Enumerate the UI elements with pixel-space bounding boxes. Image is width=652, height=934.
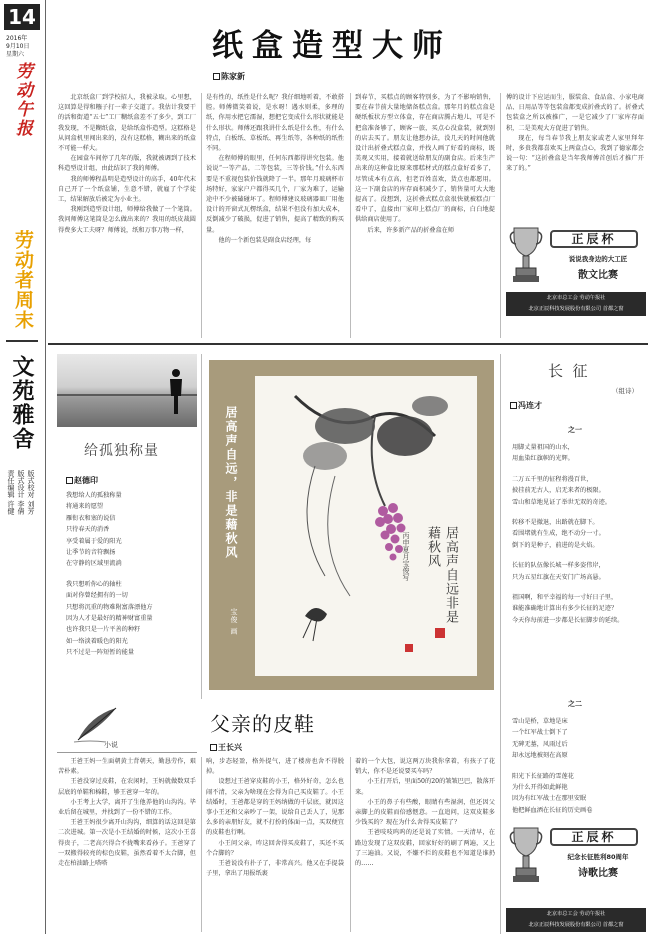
date-line-2: 9月10日 bbox=[6, 43, 30, 50]
masthead-rule bbox=[45, 0, 46, 934]
father-col-3: 着的一个大包，说这两万块我你拿着，有孩子了花销大，你不是还说要买车吗？ 小王打开后，里面50的20的皱皱巴巴，散落开来。 小王的鼻子有些酸，眼睛有些湿润，但还因父亲脚上的皮鞋而倍感惬意。一直追问，这双皮鞋多少钱买的？现在为什么舍得买皮鞋了？ 王爸吱吱呜呜的还是说了实情。一天清早，在路边发现了这双皮鞋，回家好好的刷了两遍，又上了三遍油。又说，不嫌不拦的皮鞋也不知道是谁扔的…… bbox=[355, 758, 495, 868]
longzheng-poem-2 bbox=[512, 716, 648, 816]
main-col-3: 到春节，买糕点的顾客特别多，为了不影响销售，要在春节前大量地储备糕点盒。那年月的糕点盒是硬纸板状方型立体盒，存在商店腾占地儿，可是不把盒准备够了，顾客一旅，买点心没盒装，就到别的店去买了。朋友让他想办法，没几天的时间他就设计出折叠式糕点盒，并找人画了好看的商标，既美观又实用，接着就送给朋友的副食店。后来生产出来的这种盒比原来那糕材式的糕点盒好看多了，尽管成本有点高，但老百姓喜欢，货点也都愿用。这一下副食店的库存面积减少了，销售量可大大地提高了。没想到，这折叠式糕点盒很快就被糕点厂看中了，直接由厂家印上糕点厂的商标，白白地提供给商店使用了。 后来，许多新产品的折叠盒在师 bbox=[355, 94, 495, 234]
page-number: 14 bbox=[4, 4, 40, 30]
col-rule bbox=[201, 354, 202, 699]
ad-top-line2: 散文比赛 bbox=[578, 270, 618, 281]
ad-bottom-cup-title: 正辰杯 bbox=[550, 828, 638, 846]
main-col-4: 傅的设计下应运而生，服装盒、食品盒、小家电商品、日用品等等包装盒都变成折叠式的了。折叠式包装盒之所以被推广，一是它减少了厂家库存面积，二是美观大方促进了销售。 现在，每当春节我上朋友家或老人家里拜年时，多贵我都喜欢买上两盒点心，我到了德家都会说一句：“这折叠盒是当年我师傅首创后才推广开来了的。” bbox=[506, 94, 644, 173]
painting-inscription-left: 丙申夏月宝俊写 bbox=[402, 532, 410, 581]
longzheng-section-1: 之一 bbox=[568, 425, 582, 434]
poem-line: 因为有红军战士在那里安眠 bbox=[512, 795, 587, 803]
poem-line bbox=[512, 551, 648, 560]
poem-line: 雁衔衣和塞的说信 bbox=[66, 514, 116, 522]
ad-bottom-band: 北京市总工会 劳动午报社 北京正辰科技发展股份有限公司 首都之窗 bbox=[506, 908, 646, 932]
poem-title: 给孤独称量 bbox=[84, 443, 159, 459]
editor: 许健 bbox=[7, 500, 15, 515]
poem-line: 我只想听你心的轴柱 bbox=[66, 580, 122, 588]
poem-line: 倒下的是种子，前进的是火焰。 bbox=[512, 541, 599, 549]
trophy-icon bbox=[508, 824, 544, 884]
poem-line: 谁能准确地计算出有多少长征的足迹？ bbox=[512, 605, 618, 613]
poem-line: 面对你曾经拥有的一切 bbox=[66, 592, 128, 600]
longzheng-author: 冯连才 bbox=[510, 400, 542, 411]
col-rule bbox=[201, 757, 202, 932]
poem-line: 如一络淡着暖色的阳光 bbox=[66, 637, 128, 645]
poem-line: 雪山和草地见证了举世无双的奇迹。 bbox=[512, 498, 611, 506]
poem-line bbox=[66, 570, 198, 579]
poem-photo bbox=[57, 354, 197, 427]
poem-line: 今天你每前进一步都是长征脚步的延续。 bbox=[512, 616, 624, 624]
poem-line bbox=[512, 583, 648, 592]
ad-bottom-line1: 纪念长征胜利80周年 bbox=[567, 853, 629, 861]
masthead bbox=[0, 0, 44, 934]
father-article-title: 父亲的皮鞋 bbox=[210, 712, 315, 736]
column-divider bbox=[6, 340, 38, 348]
poem-line: 用脚丈量祖国的山水， bbox=[512, 444, 574, 451]
poem-line: 因为人才是最好的精神财富重量 bbox=[66, 615, 153, 623]
poem-line: 在守静的区域里流淌 bbox=[66, 560, 122, 568]
poem-line: 看围堵就有生成，绝不动分一寸。 bbox=[512, 530, 605, 538]
painting-paper bbox=[255, 376, 477, 676]
proofer: 刘芳 bbox=[27, 500, 35, 515]
proof-label: 版式校对 bbox=[27, 470, 35, 498]
poem-line: 用血染红旗帜的光辉。 bbox=[512, 455, 574, 463]
credits bbox=[6, 470, 36, 580]
poem-line: 一个红军战士倒下了 bbox=[512, 729, 568, 737]
painting-vertical-title: 居高声自远，非是藉秋风 bbox=[224, 406, 238, 560]
painting-panel bbox=[209, 360, 494, 690]
person-silhouette-icon bbox=[167, 368, 185, 414]
quill-pen-icon bbox=[70, 704, 120, 744]
ad-bottom-line2: 诗歌比赛 bbox=[578, 868, 618, 879]
col-rule bbox=[350, 757, 351, 932]
poem-line: 为什么开得如此鲜艳 bbox=[512, 784, 568, 792]
main-col-2: 是有性的，纸性是什么呢？我仔细地听着，不敢搭腔。师傅微笑着说，是水呀！遇水则柔，多理的纸，你用水把它濡湿，想把它变成什么形状就能是什么形状。师傅还跟我讲什么纸是什么性，有什么特点，白板纸、草板纸、再生纸等，各种纸的纸性不同。 在程师傅的眼里，任何东西都得讲究包装。他说说“一等产品，二等包装，三等价钱。”什么东西要是不重视包装价钱就降了一半。那年月玻璃杯市场特好，家家户户都得买几个，厂家为难了，运输途中不少被磕碰坏了。程师傅建议玻璃器皿厂用他设计的开窗式瓦楞纸盒，结果不但没有加大成本，反倒减少了破损，促进了销售，提高了精致的购买量。 他的一个新包装是副食店经理，每 bbox=[206, 94, 344, 244]
poem-line: 雪山是桥，草地是床 bbox=[512, 718, 568, 725]
top-section-rule bbox=[48, 343, 648, 345]
father-rule bbox=[57, 752, 197, 753]
poem-line: 享受着属于爱的阳光 bbox=[66, 537, 122, 545]
poem-line: 只待春天的消香 bbox=[66, 526, 110, 534]
father-article-tag: 小说 bbox=[104, 741, 118, 749]
poem-body bbox=[66, 490, 198, 659]
ad-top-band: 北京市总工会 劳动午报社 北京正辰科技发展股份有限公司 首都之窗 bbox=[506, 292, 646, 316]
painting-inscription-right: 居高声自远非是藉秋风 bbox=[425, 526, 458, 624]
poem-line bbox=[512, 762, 648, 771]
poem-line: 转移不是撤退，出路就在脚下。 bbox=[512, 519, 599, 527]
designer: 李倩 bbox=[17, 500, 25, 515]
poem-line: 无碑无墓，风雨过后 bbox=[512, 740, 568, 748]
poem-line: 祖国啊，和平幸福的每一寸好日子里， bbox=[512, 594, 618, 602]
poem-line: 却永远地被刻在高原 bbox=[512, 752, 568, 760]
painting-artist: 宝俊 画 bbox=[230, 608, 238, 636]
poem-line: 他把鲜血洒在长征的历史画卷 bbox=[512, 806, 593, 814]
poem-line: 我想给人的孤独称量 bbox=[66, 492, 122, 499]
poem-line: 阳光下长征路的雪莲花 bbox=[512, 772, 574, 780]
ad-top bbox=[506, 220, 646, 338]
section-name: 劳动者周末 bbox=[12, 230, 34, 330]
poem-line bbox=[512, 465, 648, 474]
father-col-2: 响，步态轻盈，格外提气，进了楼房也舍不得脱掉。 设想过王爸穿皮鞋的小王，格外好奇，怎么也闹不清，父亲为啥现在会得为自己买皮鞋了。小王结婚时，王爸都是穿的王妈纳做的千层底，就因这事小王还和父亲吵了一架，说给自己丢人了，见那么多的亲朋好友，就不打扮的体面一点，买双便宜的皮鞋也行啊。 小王问父亲，咋这回舍得买皮鞋了，买还不买个合脚的？ 王爸说没有扑子了，非常高兴。他又在手提袋子里，拿出了用报纸裹 bbox=[206, 758, 344, 878]
main-col-1: 北京纸盒厂到学校招人，我被录取。心里想，这回算是得和糨子打一辈子交道了。我估计我要干的活和街道“五七”工厂糊纸盒差不了多少，到工厂我发现，不是糊纸盒，是给纸盒作造型。这糕格是从问盒机里闯出来的，没有这糕格，糊出来的纸盒不可能一样大。 在园盒车间停了几年的版，我就被调到了技术科造型设计组，由此结识了我的师傅。 我的师傅程晶明是造型设计的高手，40年代末自己开了一个纸盒铺，生意不错，就雇了个学徒工，结果解放后被定为小业主。 我刚到造型设计组，师傅给我做了一个笔筒。我问师傅这笔筒是怎么做出来的？我用的纸皮裁圆得费多大工夫呀？师傅说，纸和万事万物一样， bbox=[58, 94, 196, 234]
poem-line: 将通来的愿望 bbox=[66, 503, 104, 511]
poem-line: 只想将沉重的物难附富落漂他方 bbox=[66, 603, 153, 611]
longzheng-subtitle: （组诗） bbox=[612, 387, 638, 395]
col-rule bbox=[201, 93, 202, 338]
col-rule bbox=[350, 93, 351, 338]
poem-line: 二万五千里的征程将漫百世， bbox=[512, 475, 593, 483]
poem-line: 只不过是一阵短暂的能量 bbox=[66, 649, 135, 657]
father-col-1: 王爸王妈一生面朝黄土背朝天，勤恳劳作，艰苦朴素。 王爸没穿过皮鞋，在农闲时，王妈就做数双手层底的单鞋和棉鞋，够王爸穿一年的。 小王考上大学，离开了生他养他的山沟沟。毕业后留在城里，并找到了一份不错的工作。 王爸王妈很少离开山沟沟，细算的话这回是第二次进城。第一次是小王结婚的时候，这次小王喜得贵子，二老高兴得合不拢嘴来看孙子。王爸穿了一双搬得较亮的棕色皮鞋，虽然看着不太合脚，但走在柏油路上嗒嗒 bbox=[58, 758, 196, 868]
ad-top-cup-title: 正辰杯 bbox=[550, 230, 638, 248]
designer-label: 版式设计 bbox=[17, 470, 25, 498]
ad-bottom bbox=[506, 820, 646, 932]
poem-line: 长征的队伍像长城一样多姿伟岸， bbox=[512, 562, 605, 570]
poem-line: 让季节的音符飘扬 bbox=[66, 549, 116, 557]
poem-line: 披挂前无古人，启无来者的极限。 bbox=[512, 487, 605, 495]
col-rule bbox=[500, 354, 501, 934]
date-line-3: 星期六 bbox=[6, 51, 25, 58]
longzheng-section-2: 之二 bbox=[568, 699, 582, 708]
poem-line bbox=[512, 508, 648, 517]
longzheng-poem-1 bbox=[512, 442, 648, 626]
poem-line: 也许我只是一片平善的种籽 bbox=[66, 626, 141, 634]
column-name: 文苑雅舍 bbox=[9, 355, 34, 451]
father-article-author: 王长兴 bbox=[210, 742, 242, 753]
main-article-title: 纸盒造型大师 bbox=[212, 28, 452, 64]
trophy-icon bbox=[508, 224, 544, 284]
editor-label: 责任编辑 bbox=[7, 470, 15, 498]
date-line-1: 2016年 bbox=[6, 35, 28, 42]
author-box-icon bbox=[213, 73, 220, 80]
col-rule bbox=[500, 93, 501, 338]
longzheng-title: 长 征 bbox=[548, 362, 588, 380]
poem-author: 赵德印 bbox=[66, 475, 98, 486]
main-article-author: 陈家新 bbox=[213, 71, 245, 82]
poem-line: 只为五星红旗在天安门广场高悬。 bbox=[512, 573, 605, 581]
ad-top-line1: 说说我身边的大工匠 bbox=[568, 255, 628, 263]
paper-logo: 劳动午报 bbox=[12, 62, 32, 138]
